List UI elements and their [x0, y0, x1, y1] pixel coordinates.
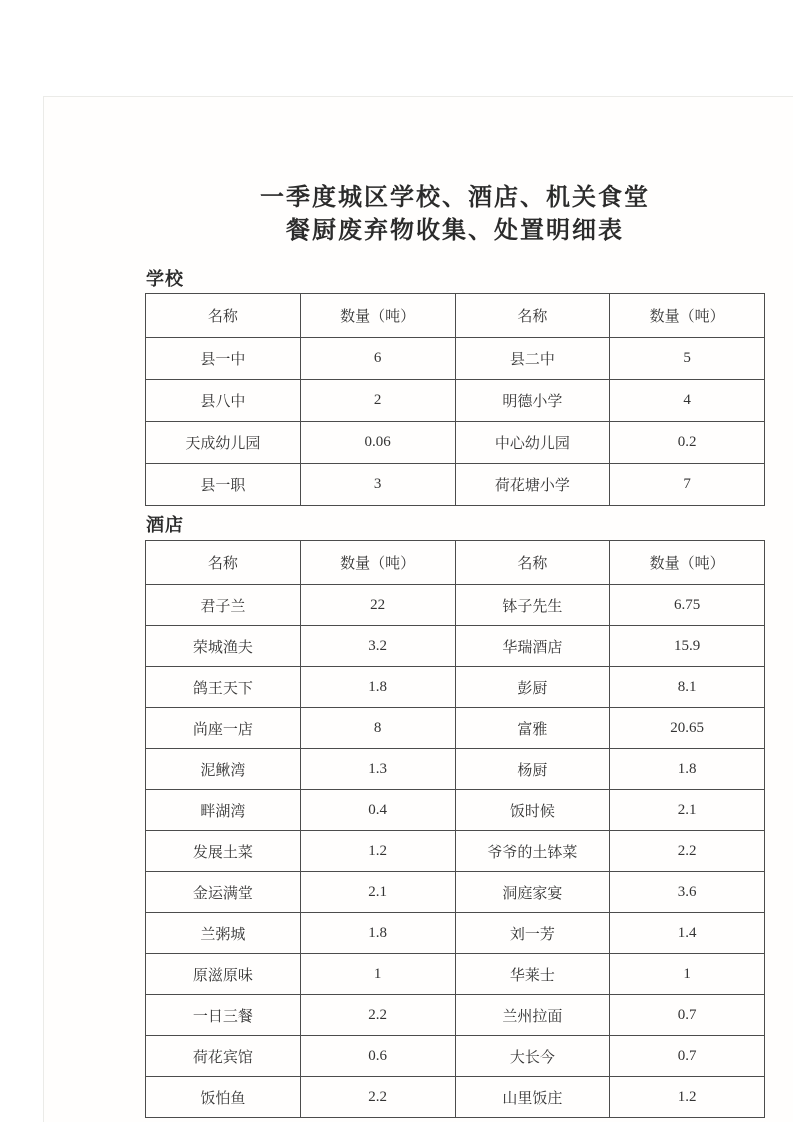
- table-cell: 1: [610, 954, 765, 995]
- table-row: [146, 913, 765, 954]
- table-cell: 2.1: [300, 872, 455, 913]
- table-row: [146, 1036, 765, 1077]
- table-cell: 杨厨: [455, 749, 610, 790]
- table-cell: 0.2: [610, 422, 765, 464]
- table-cell: 原滋原味: [146, 954, 301, 995]
- table-cell: 山里饭庄: [455, 1077, 610, 1118]
- table-cell: 1.2: [300, 831, 455, 872]
- table-cell: 中心幼儿园: [455, 422, 610, 464]
- header-row: [146, 294, 765, 338]
- table-cell: 鸽王天下: [146, 667, 301, 708]
- table-cell: 15.9: [610, 626, 765, 667]
- document-title-line2: 餐厨废弃物收集、处置明细表: [286, 218, 624, 244]
- table-cell: 0.6: [300, 1036, 455, 1077]
- table-cell: 0.06: [300, 422, 455, 464]
- table-cell: 华莱士: [455, 954, 610, 995]
- table-cell: 尚座一店: [146, 708, 301, 749]
- document-title: [145, 182, 765, 248]
- table-cell: 荷花宾馆: [146, 1036, 301, 1077]
- table-cell: 钵子先生: [455, 585, 610, 626]
- table-cell: 金运满堂: [146, 872, 301, 913]
- table-row: [146, 1077, 765, 1118]
- table-cell: 6: [300, 338, 455, 380]
- column-header: 名称: [146, 294, 301, 338]
- column-header: 数量（吨）: [300, 541, 455, 585]
- table-cell: 荷花塘小学: [455, 464, 610, 506]
- table-cell: 6.75: [610, 585, 765, 626]
- table-cell: 8: [300, 708, 455, 749]
- table-row: [146, 749, 765, 790]
- column-header: 名称: [455, 294, 610, 338]
- table-cell: 1.8: [300, 667, 455, 708]
- table-cell: 君子兰: [146, 585, 301, 626]
- table-row: [146, 831, 765, 872]
- table-cell: 1.3: [300, 749, 455, 790]
- table-cell: 2.2: [300, 995, 455, 1036]
- table-row: [146, 422, 765, 464]
- table-cell: 0.4: [300, 790, 455, 831]
- table-cell: 彭厨: [455, 667, 610, 708]
- table-row: [146, 464, 765, 506]
- table-cell: 天成幼儿园: [146, 422, 301, 464]
- table-cell: 刘一芳: [455, 913, 610, 954]
- table-cell: 0.7: [610, 1036, 765, 1077]
- column-header: 数量（吨）: [300, 294, 455, 338]
- table-cell: 畔湖湾: [146, 790, 301, 831]
- table-cell: 发展土菜: [146, 831, 301, 872]
- table-row: [146, 626, 765, 667]
- table-cell: 一日三餐: [146, 995, 301, 1036]
- table-cell: 爷爷的土钵菜: [455, 831, 610, 872]
- table-cell: 泥鳅湾: [146, 749, 301, 790]
- table-row: [146, 585, 765, 626]
- column-header: 名称: [455, 541, 610, 585]
- table-row: [146, 995, 765, 1036]
- table-cell: 1.2: [610, 1077, 765, 1118]
- table-cell: 大长今: [455, 1036, 610, 1077]
- table-row: [146, 708, 765, 749]
- table-row: [146, 790, 765, 831]
- table-cell: 1: [300, 954, 455, 995]
- table-cell: 3.2: [300, 626, 455, 667]
- table-cell: 饭时候: [455, 790, 610, 831]
- section-label-hotels: 酒店: [146, 515, 184, 535]
- table-cell: 5: [610, 338, 765, 380]
- section-label-schools: 学校: [146, 269, 184, 289]
- table-cell: 华瑞酒店: [455, 626, 610, 667]
- table-cell: 8.1: [610, 667, 765, 708]
- table-cell: 2.2: [300, 1077, 455, 1118]
- table-cell: 2: [300, 380, 455, 422]
- table-cell: 3.6: [610, 872, 765, 913]
- table-cell: 县八中: [146, 380, 301, 422]
- table-cell: 洞庭家宴: [455, 872, 610, 913]
- table-cell: 县一职: [146, 464, 301, 506]
- table-cell: 1.8: [300, 913, 455, 954]
- document-title-line1: 一季度城区学校、酒店、机关食堂: [260, 185, 650, 211]
- table-cell: 县一中: [146, 338, 301, 380]
- table-cell: 明德小学: [455, 380, 610, 422]
- table-cell: 荣城渔夫: [146, 626, 301, 667]
- table-cell: 饭怕鱼: [146, 1077, 301, 1118]
- table-cell: 22: [300, 585, 455, 626]
- table-cell: 7: [610, 464, 765, 506]
- header-row: [146, 541, 765, 585]
- table-cell: 1.4: [610, 913, 765, 954]
- table-row: [146, 667, 765, 708]
- column-header: 数量（吨）: [610, 294, 765, 338]
- table-cell: 4: [610, 380, 765, 422]
- column-header: 名称: [146, 541, 301, 585]
- table-cell: 20.65: [610, 708, 765, 749]
- table-cell: 兰州拉面: [455, 995, 610, 1036]
- hotels-table: [145, 540, 765, 1118]
- table-cell: 2.2: [610, 831, 765, 872]
- table-row: [146, 872, 765, 913]
- table-cell: 1.8: [610, 749, 765, 790]
- table-row: [146, 338, 765, 380]
- table-cell: 3: [300, 464, 455, 506]
- column-header: 数量（吨）: [610, 541, 765, 585]
- table-row: [146, 954, 765, 995]
- table-cell: 富雅: [455, 708, 610, 749]
- table-cell: 兰粥城: [146, 913, 301, 954]
- table-cell: 县二中: [455, 338, 610, 380]
- schools-table: [145, 293, 765, 506]
- table-cell: 2.1: [610, 790, 765, 831]
- table-row: [146, 380, 765, 422]
- table-cell: 0.7: [610, 995, 765, 1036]
